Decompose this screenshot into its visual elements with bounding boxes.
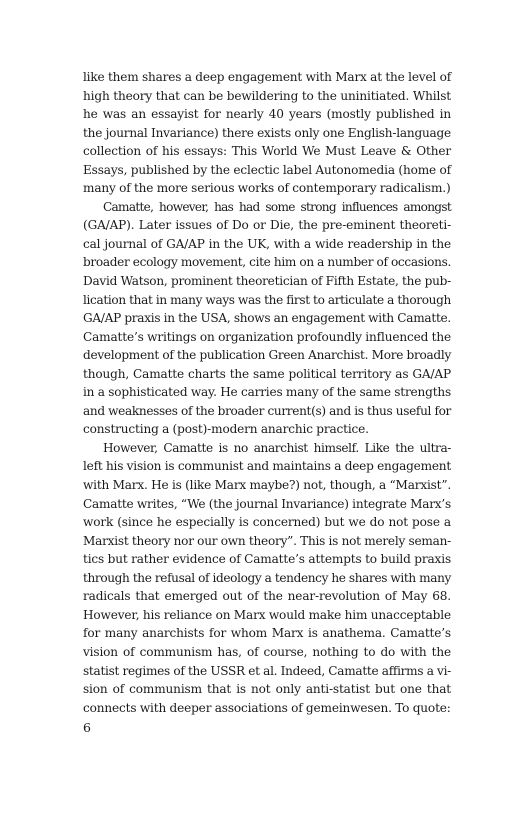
text-line: Essays, published by the eclectic label Autonomedia (home of (83, 162, 451, 177)
text-line: sion of communism that is not only anti-statist but one that (83, 682, 451, 697)
page-number: 6 (83, 720, 91, 735)
text-line: for many anarchists for whom Marx is anathema. Camatte’s (83, 626, 451, 641)
text-line: broader ecology movement, cite him on a number of occasions. (83, 255, 451, 270)
text-line: vision of communism has, of course, nothing to do with the (83, 644, 451, 659)
page-body-text (83, 68, 451, 717)
text-line: and weaknesses of the broader current(s) and is thus useful for (83, 403, 451, 418)
text-line: high theory that can be bewildering to the uninitiated. Whilst (83, 88, 451, 103)
text-line: the journal Invariance) there exists only one English-language (83, 125, 451, 140)
text-line: tics but rather evidence of Camatte’s attempts to build praxis (83, 552, 451, 567)
text-line: many of the more serious works of contemporary radicalism.) (83, 181, 451, 196)
text-line: Marxist theory nor our own theory”. This is not merely seman- (83, 533, 451, 548)
text-line: though, Camatte charts the same political territory as GA/AP (83, 366, 451, 381)
text-line: Camatte writes, “We (the journal Invariance) integrate Marx’s (83, 496, 451, 511)
text-line: However, his reliance on Marx would make him unacceptable (83, 607, 451, 622)
text-line: cal journal of GA/AP in the UK, with a wide readership in the (83, 236, 451, 251)
paragraph-1 (83, 68, 451, 198)
text-line: in a sophisticated way. He carries many of the same strengths (83, 385, 451, 400)
paragraph-2 (83, 198, 451, 439)
text-line: Camatte, however, has had some strong influences amongst (103, 199, 451, 214)
text-line: GA/AP praxis in the USA, shows an engagement with Camatte. (83, 311, 451, 326)
text-line: However, Camatte is no anarchist himself. Like the ultra- (103, 440, 451, 455)
text-line: through the refusal of ideology a tendency he shares with many (83, 570, 451, 585)
text-line: constructing a (post)-modern anarchic practice. (83, 422, 369, 437)
text-line: he was an essayist for nearly 40 years (mostly published in (83, 107, 451, 122)
text-line: statist regimes of the USSR et al. Indeed, Camatte affirms a vi- (83, 663, 451, 678)
paragraph-3 (83, 439, 451, 717)
text-line: development of the publication Green Anarchist. More broadly (83, 348, 451, 363)
text-line: lication that in many ways was the first to articulate a thorough (83, 292, 451, 307)
text-line: Camatte’s writings on organization profoundly influenced the (83, 329, 451, 344)
text-line: (GA/AP). Later issues of Do or Die, the pre-eminent theoreti- (83, 218, 451, 233)
text-line: radicals that emerged out of the near-revolution of May 68. (83, 589, 451, 604)
text-line: collection of his essays: This World We Must Leave & Other (83, 144, 451, 159)
text-line: work (since he especially is concerned) but we do not pose a (83, 515, 451, 530)
text-line: connects with deeper associations of gemeinwesen. To quote: (83, 700, 451, 715)
text-line: with Marx. He is (like Marx maybe?) not, though, a “Marxist”. (83, 478, 451, 493)
text-line: David Watson, prominent theoretician of Fifth Estate, the pub- (83, 274, 451, 289)
text-line: left his vision is communist and maintains a deep engagement (83, 459, 451, 474)
text-line: like them shares a deep engagement with Marx at the level of (83, 70, 451, 84)
